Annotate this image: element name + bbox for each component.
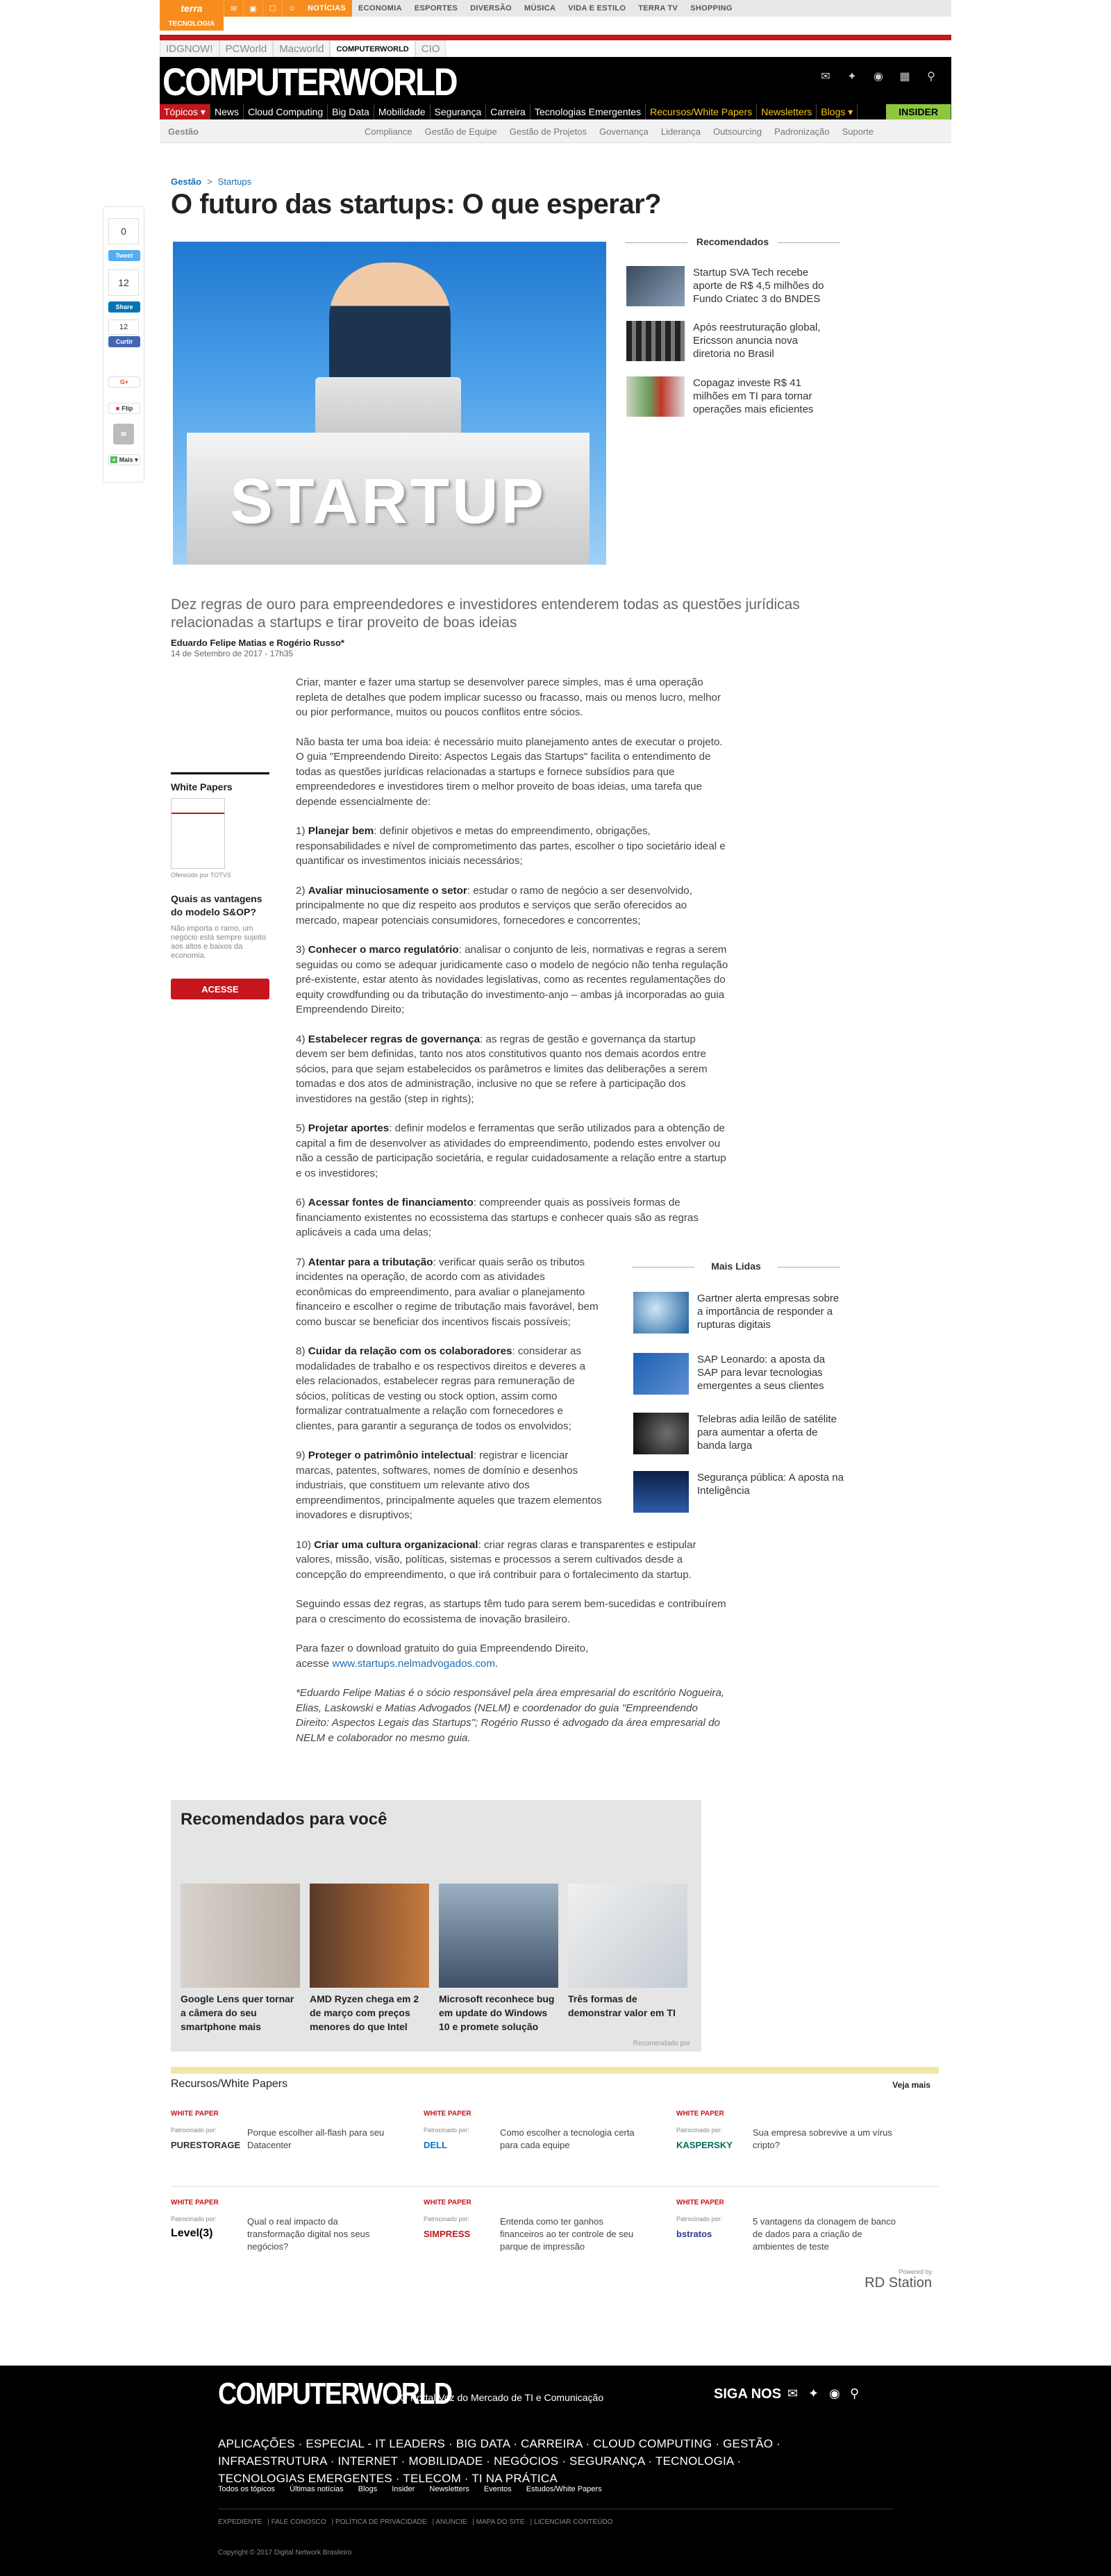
subnav-link[interactable]: Liderança [660,126,701,137]
article-date: 14 de Setembro de 2017 - 17h35 [171,649,294,658]
footer-link[interactable]: Estudos/White Papers [526,2485,602,2493]
search-icon[interactable]: ⚲ [927,71,935,83]
recommended-card[interactable]: Google Lens quer tornar a câmera do seu smartphone mais [181,1884,300,2034]
rule-10: 10) Criar uma cultura organizacional: criar regras claras e transparentes e estipular valores, missão, visão, políticas, sistemas e processos a serem cultivados desde a concepção do empreendimento, o que irá contribuir para o fortalecimento da startup. [296,1538,696,1581]
most-read-thumb [633,1471,689,1513]
resources-yellow-bar [171,2067,939,2074]
sponsor-logo: KASPERSKY [676,2139,733,2150]
card-image [310,1884,429,1988]
rule-8: 8) Cuidar da relação com os colaboradores: considerar as modalidades de trabalho e os respectivos direitos e deveres a eles relacionados, estabelecer regras para remuneração de sócios, políticas de vesting ou stock option, assim como formalizar contratualmente a relação com fornecedores e clientes, para garantir a segurança de todos os envolvidos; [296,1345,586,1432]
share-plus-icon: + [112,456,116,463]
most-read-item[interactable]: Telebras adia leilão de satélite para aumentar a oferta de banda larga [633,1413,842,1454]
resource-item[interactable]: WHITE PAPER Patrocinado por: Level(3) Qual o real impacto da transformação digital nos seus negócios? [171,2199,370,2252]
linkedin-count: 12 [108,269,139,296]
linkedin-share-button[interactable]: Share [108,301,140,313]
author-note: *Eduardo Felipe Matias é o sócio responsável pela área empresarial do escritório Nogueira, Elias, Laskowski e Matias Advogados (NELM) e coordenador do guia "Empreendendo Direito: Aspectos Legais das Startups"; Rogério Russo é advogado da área empresarial do NELM e colaborador no mesmo guia. [296,1687,725,1744]
terra-tab-musica[interactable]: MÚSICA [524,4,556,13]
footer-twitter-icon[interactable]: ✦ [808,2386,819,2400]
hero-word: STARTUP [230,466,546,537]
whitepaper-question[interactable]: Quais as vantagens do modelo S&OP? [171,893,262,917]
footer-rss-icon[interactable]: ◉ [829,2386,840,2400]
legal-link[interactable]: ANUNCIE [435,2518,467,2526]
terra-tab-economia[interactable]: ECONOMIA [358,4,402,13]
nav-tecnologias-emergentes[interactable]: Tecnologias Emergentes [531,104,646,119]
tweet-count: 0 [108,218,139,244]
footer-category[interactable]: INTERNET [337,2454,398,2468]
most-read-thumb [633,1353,689,1395]
footer-category[interactable]: GESTÃO [723,2437,774,2450]
calendar-icon[interactable]: ▦ [899,71,910,83]
see-more-link[interactable]: Veja mais [892,2080,930,2090]
article-body [296,675,729,1760]
whitepaper-box [171,772,269,1022]
whitepaper-desc: Não importa o ramo, um negócio está sempre sujeito aos altos e baixos da economia. [171,924,266,960]
breadcrumb: Gestão > Startups [171,176,252,187]
recommended-by: Recomendado por [633,2040,690,2047]
most-read-thumb [633,1413,689,1454]
footer-category[interactable]: TECNOLOGIA [655,2454,734,2468]
flipboard-button[interactable]: ■ Flip [108,403,140,414]
terra-tab-noticias[interactable]: NOTÍCIAS [301,0,352,17]
terra-tab-diversao[interactable]: DIVERSÃO [470,4,512,13]
email-icon[interactable]: ✉ [821,71,830,83]
brand-switcher [160,40,444,57]
facebook-like-button[interactable]: Curtir [108,336,140,347]
footer-category[interactable]: MOBILIDADE [408,2454,483,2468]
footer-legal-links: EXPEDIENTE | FALE CONOSCO | POLÍTICA DE PRIVACIDADE | ANUNCIE | MAPA DO SITE | LICENCIAR CONTEÚDO [218,2518,613,2526]
whitepaper-label: White Papers [171,781,233,792]
brand-computerworld[interactable]: COMPUTERWORLD [330,40,415,57]
recommended-thumb [626,376,685,417]
card-image [439,1884,558,1988]
footer-category[interactable]: CARREIRA [521,2437,583,2450]
footer-category[interactable]: APLICAÇÕES [218,2437,295,2450]
recommended-for-you-heading: Recomendados para você [181,1810,387,1829]
more-share-button[interactable]: + Mais ▾ [108,454,140,465]
terra-tab-vida-estilo[interactable]: VIDA E ESTILO [568,4,626,13]
sub-nav [160,119,951,143]
sponsor-logo: PURESTORAGE [171,2139,241,2150]
rule-3: 3) Conhecer o marco regulatório: analisar o conjunto de leis, normativas e regras a serem seguidas ou como se adequar juridicamente caso o modelo de negócio não tenha regulação pré-existente, estar atento às novidades legislativas, como as recentes regulamentações do equity crowdfunding ou da tributação do investimento-anjo – ambas já incorporadas ao guia Empreendendo Direito; [296,944,728,1015]
twitter-icon[interactable]: ✦ [847,71,857,83]
terra-tab-esportes[interactable]: ESPORTES [414,4,458,13]
chat-icon[interactable]: ☐ [262,0,282,17]
recommended-card[interactable]: AMD Ryzen chega em 2 de março com preços menores do que Intel [310,1884,429,2034]
resource-item[interactable]: WHITE PAPER Patrocinado por: DELL Como escolher a tecnologia certa para cada equipe [424,2110,635,2150]
gplus-button[interactable]: G+ [108,376,140,388]
recommended-for-you [171,1800,701,2052]
sponsor-logo: bstratos [676,2228,712,2239]
rule-1: 1) Planejar bem: definir objetivos e metas do empreendimento, obrigações, responsabilidades e nível de comprometimento das partes, escolher o tipo societário ideal e quantificar os investimentos iniciais necessários; [296,825,726,867]
paragraph: Para fazer o download gratuito do guia Empreendendo Direito, acesse www.startups.nelmadvogados.com. [296,1643,589,1670]
nav-cloud-computing[interactable]: Cloud Computing [244,104,328,119]
footer-logo[interactable]: COMPUTERWORLD [218,2377,452,2411]
footer-link[interactable]: Todos os tópicos [218,2485,275,2493]
nav-carreira[interactable]: Carreira [486,104,531,119]
recommended-card[interactable]: Três formas de demonstrar valor em TI [568,1884,687,2020]
resources-heading: Recursos/White Papers [171,2078,288,2090]
resources-section [171,2067,939,2307]
rss-icon[interactable]: ◉ [874,71,883,83]
breadcrumb-gestao[interactable]: Gestão [171,176,202,187]
footer-search-icon[interactable]: ⚲ [850,2386,860,2400]
footer-link[interactable]: Blogs [358,2485,378,2493]
most-read-thumb [633,1292,689,1333]
whitepaper-cover[interactable] [171,798,225,869]
resource-item[interactable]: WHITE PAPER Patrocinado por: bstratos 5 vantagens da clonagem de banco de dados para a criação de ambientes de teste [676,2199,896,2252]
footer-category[interactable]: SEGURANÇA [569,2454,645,2468]
footer-link[interactable]: Últimas notícias [290,2485,344,2493]
paragraph: Seguindo essas dez regras, as startups têm tudo para serem bem-sucedidas e contribuírem para o crescimento do ecossistema de inovação brasileiro. [296,1598,726,1625]
paragraph: Não basta ter uma boa ideia: é necessário muito planejamento antes de executar o projeto. O guia "Empreendendo Direito: Aspectos Legais das Startups" facilita o entendimento de todas as questões jurídicas relacionadas a startups e fornece subsídios para que empreendedores e investidores tirem o melhor proveito de boas ideias, uma tarefa que depende essencialmente de: [296,736,723,808]
legal-link[interactable]: MAPA DO SITE [476,2518,525,2526]
nav-seguranca[interactable]: Segurança [431,104,487,119]
most-read-item[interactable]: SAP Leonardo: a aposta da SAP para levar tecnologias emergentes a seus clientes [633,1353,842,1395]
whitepaper-offered: Oferecido por TOTVS [171,872,231,879]
hero-image [173,242,606,565]
masthead [160,57,951,104]
footer-category[interactable]: BIG DATA [456,2437,510,2450]
rd-station-badge[interactable]: Powered by RD Station [864,2268,932,2291]
rule-7: 7) Atentar para a tributação: verificar quais serão os tributos incidentes na operação, de acordo com as atividades econômicas do empreendimento, para avaliar o planejamento financeiro e escolher o regime de tributação mais favorável, bem como buscar se beneficiar dos incentivos fiscais possíveis; [296,1256,599,1328]
subnav-link[interactable]: Suporte [842,126,874,137]
tweet-button[interactable]: Tweet [108,250,140,261]
rule-4: 4) Estabelecer regras de governança: as regras de gestão e governança da startup devem ser bem definidas, tanto nos atos constitutivos quanto nos demais acordos entre sócios, para que sejam estabelecidos os parâmetros e limites das deliberações a serem tomadas e dos atos de administração, inclusive no que se refere à participação dos investidores na gestão (step in rights); [296,1033,708,1105]
terra-logo[interactable]: terra [160,0,224,17]
footer-link[interactable]: Newsletters [429,2485,469,2493]
site-logo[interactable]: COMPUTERWORLD [162,60,457,103]
sponsor-logo: DELL [424,2139,447,2150]
most-read-item[interactable]: Segurança pública: A aposta na Inteligência [633,1471,842,1513]
brand-idgnow[interactable]: IDGNOW! [160,40,219,57]
footer-category[interactable]: ESPECIAL - IT LEADERS [306,2437,446,2450]
copyright: Copyright © 2017 Digital Network Brasileiro [218,2549,352,2557]
sponsor-logo: SIMPRESS [424,2228,471,2239]
mail-icon[interactable]: ✉ [224,0,243,17]
recommended-item[interactable]: Startup SVA Tech recebe aporte de R$ 4,5 milhões do Fundo Criatec 3 do BNDES [626,266,849,306]
footer-category[interactable]: TECNOLOGIAS EMERGENTES [218,2472,392,2485]
rule-2: 2) Avaliar minuciosamente o setor: estudar o ramo de negócio a ser desenvolvido, principalmente no que diz respeito aos produtos e serviços que serão oferecidos ao mercado, mapear potenciais consumidores, fornecedores e concorrentes; [296,884,692,926]
nav-mobilidade[interactable]: Mobilidade [374,104,431,119]
legal-link[interactable]: POLÍTICA DE PRIVACIDADE [335,2518,427,2526]
recommended-heading: Recomendados [694,236,771,247]
article-lead: Dez regras de ouro para empreendedores e investidores entenderem todas as questões jurídicas relacionadas a startups e tirar proveito de boas ideias [171,597,800,631]
nav-recursos[interactable]: Recursos/White Papers [646,104,757,119]
divider [171,2186,939,2187]
legal-link[interactable]: FALE CONOSCO [271,2518,326,2526]
subnav-category[interactable]: Gestão [168,126,199,137]
footer-category[interactable]: TI NA PRÁTICA [471,2472,558,2485]
brand-macworld[interactable]: Macworld [273,40,330,57]
subnav-link[interactable]: Gestão de Projetos [509,126,587,137]
resource-item[interactable]: WHITE PAPER Patrocinado por: KASPERSKY Sua empresa sobrevive a um vírus cripto? [676,2110,892,2150]
brand-red-strip [160,35,951,40]
subnav-link[interactable]: Governança [599,126,649,137]
main-nav [160,104,951,119]
photo-icon[interactable]: ▣ [243,0,262,17]
brand-cio[interactable]: CIO [415,40,446,57]
sponsor-logo: Level(3) [171,2227,213,2239]
rule-9: 9) Proteger o patrimônio intelectual: registrar e licenciar marcas, patentes, softwares, nomes de domínio e desenhos industriais, que constituem um relevante ativo dos empreendimentos, principalmente aqueles que trazem elementos inovadores e disruptivos; [296,1449,602,1521]
brand-pcworld[interactable]: PCWorld [219,40,274,57]
email-share-icon[interactable]: ✉ [113,424,134,444]
most-read-item[interactable]: Gartner alerta empresas sobre a importância de responder a rupturas digitais [633,1292,842,1333]
recommended-item[interactable]: Após reestruturação global, Ericsson anuncia nova diretoria no Brasil [626,321,849,361]
recommended-thumb [626,266,685,306]
most-read-heading: Mais Lidas [701,1261,771,1272]
subnav-link[interactable]: Padronização [774,126,830,137]
rule-6: 6) Acessar fontes de financiamento: compreender quais as possíveis formas de financiamento existentes no ecossistema das startups e conhecer quais são as regras aplicáveis a cada uma delas; [296,1197,699,1238]
card-image [181,1884,300,1988]
footer-category[interactable]: CLOUD COMPUTING [593,2437,712,2450]
legal-link[interactable]: LICENCIAR CONTEÚDO [534,2518,613,2526]
user-icon[interactable]: ☺ [282,0,301,17]
recommended-card[interactable]: Microsoft reconhece bug em update do Windows 10 e promete solução [439,1884,558,2034]
nav-insider[interactable]: INSIDER [886,104,951,119]
article-byline[interactable]: Eduardo Felipe Matias e Rogério Russo* [171,638,344,648]
footer-tagline: O Portal Voz do Mercado de TI e Comunicação [400,2392,604,2403]
subnav-link[interactable]: Compliance [365,126,412,137]
footer-link[interactable]: Insider [392,2485,415,2493]
footer-category[interactable]: TELECOM [403,2472,461,2485]
footer [0,2366,1111,2576]
flipboard-icon: ■ [115,405,120,412]
follow-us-label: SIGA NOS [714,2386,782,2402]
subnav-link[interactable]: Gestão de Equipe [424,126,497,137]
footer-email-icon[interactable]: ✉ [787,2386,799,2400]
recommended-item[interactable]: Copagaz investe R$ 41 milhões em TI para tornar operações mais eficientes [626,376,849,417]
facebook-count: 12 [108,319,139,335]
nav-news[interactable]: News [210,104,244,119]
resource-item[interactable]: WHITE PAPER Patrocinado por: PURESTORAGE Porque escolher all-flash para seu Datacenter [171,2110,385,2150]
resource-item[interactable]: WHITE PAPER Patrocinado por: SIMPRESS Entenda como ter ganhos financeiros ao ter controle de seu parque de impressão [424,2199,634,2252]
recommended-thumb [626,321,685,361]
footer-category[interactable]: NEGÓCIOS [494,2454,559,2468]
guide-link[interactable]: www.startups.nelmadvogados.com [332,1657,496,1670]
terra-tab-terra-tv[interactable]: TERRA TV [638,4,678,13]
card-image [568,1884,687,1988]
whitepaper-bar [171,772,269,774]
terra-section-label[interactable]: TECNOLOGIA [160,17,224,31]
legal-link[interactable]: EXPEDIENTE [218,2518,262,2526]
article-title: O futuro das startups: O que esperar? [171,189,662,219]
rule-5: 5) Projetar aportes: definir modelos e ferramentas que serão utilizados para a obtenção de capital a fim de desenvolver as atividades do empreendimento, podendo estes envolver ou não a cessão de participação societária, e regular cuidadosamente a relação entre a startup e os investidores; [296,1122,726,1179]
footer-categories: APLICAÇÕES · ESPECIAL - IT LEADERS · BIG DATA · CARREIRA · CLOUD COMPUTING · GESTÃO · INFRAESTRUTURA · INTERNET · MOBILIDADE · NEGÓCIOS · SEGURANÇA · TECNOLOGIA · TECNOLOGIAS EMERGENTES · TELECOM · TI NA PRÁTICA [218,2437,780,2485]
subnav-link[interactable]: Outsourcing [712,126,762,137]
nav-big-data[interactable]: Big Data [328,104,374,119]
footer-link[interactable]: Eventos [483,2485,512,2493]
breadcrumb-startups[interactable]: Startups [217,176,252,187]
paragraph: Criar, manter e fazer uma startup se desenvolver parece simples, mas é uma operação repleta de detalhes que podem implicar sucesso ou fracasso, mais ou menos lucro, melhor ou pior performance, muitos ou poucos conflitos entre sócios. [296,676,721,718]
nav-topicos[interactable]: Tópicos ▾ [160,104,210,119]
whitepaper-access-button[interactable]: ACESSE [171,979,269,999]
share-bar [103,206,144,483]
terra-bar [160,0,951,17]
footer-small-links [218,2485,615,2493]
nav-newsletters[interactable]: Newsletters [757,104,817,119]
footer-category[interactable]: INFRAESTRUTURA [218,2454,327,2468]
terra-tab-shopping[interactable]: SHOPPING [690,4,733,13]
nav-blogs[interactable]: Blogs ▾ [817,104,858,119]
